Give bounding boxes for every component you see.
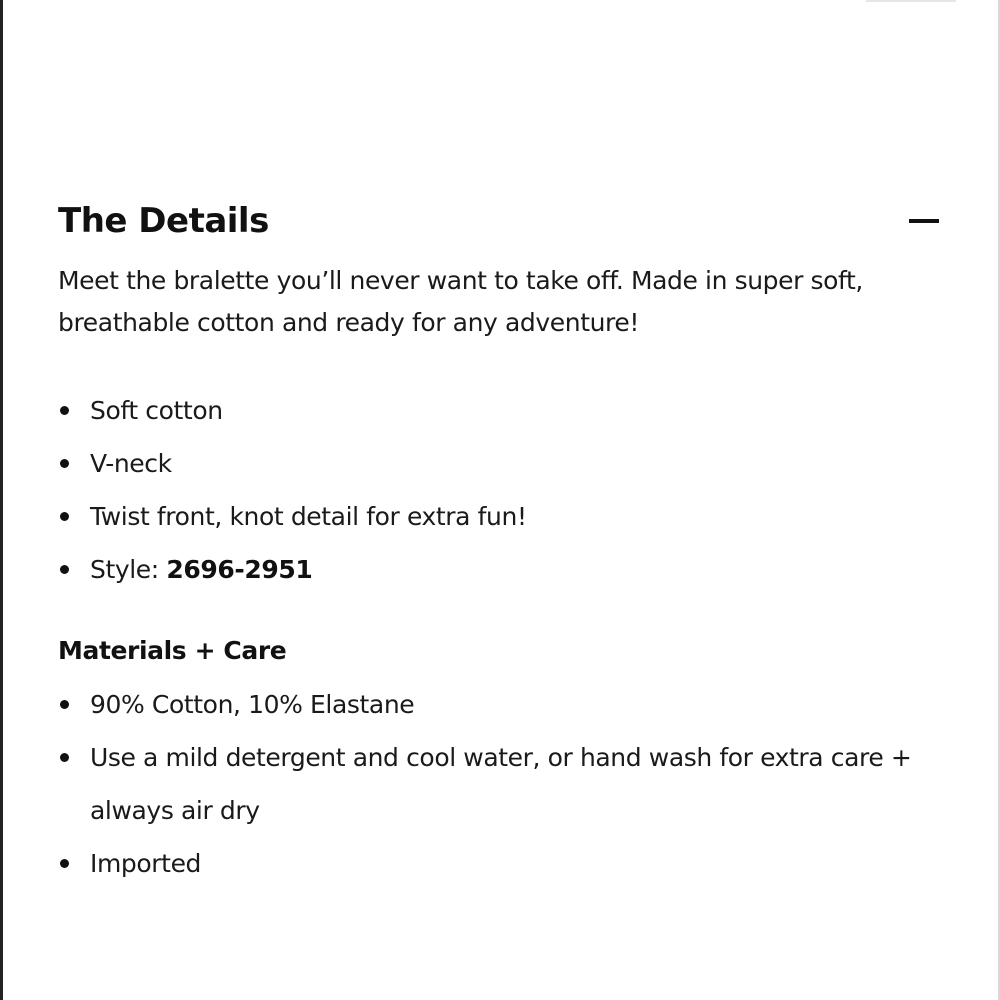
bullet-icon xyxy=(60,459,69,468)
list-item xyxy=(58,437,942,490)
top-divider xyxy=(866,0,956,2)
bullet-icon xyxy=(60,406,69,415)
bullet-icon xyxy=(60,753,69,762)
list-item xyxy=(58,731,942,837)
product-description: Meet the bralette you’ll never want to take off. Made in super soft, breathable cotton and ready for any adventure! xyxy=(58,266,863,337)
feature-text: Twist front, knot detail for extra fun! xyxy=(90,502,527,531)
origin-text: Imported xyxy=(90,849,202,878)
list-item xyxy=(58,490,942,543)
feature-list xyxy=(58,384,942,596)
bullet-icon xyxy=(60,512,69,521)
feature-text: V-neck xyxy=(90,449,172,478)
product-details-panel xyxy=(58,196,942,890)
care-text: Use a mild detergent and cool water, or hand wash for extra care + always air dry xyxy=(90,743,912,825)
minus-icon xyxy=(909,219,939,223)
bullet-icon xyxy=(60,700,69,709)
list-item xyxy=(58,543,942,596)
style-number: 2696-2951 xyxy=(166,555,313,584)
left-border xyxy=(0,0,3,1000)
collapse-toggle-button[interactable] xyxy=(908,205,940,237)
list-item xyxy=(58,837,942,890)
style-label: Style: xyxy=(90,555,159,584)
list-item xyxy=(58,384,942,437)
material-text: 90% Cotton, 10% Elastane xyxy=(90,690,415,719)
bullet-icon xyxy=(60,859,69,868)
details-accordion-header[interactable] xyxy=(58,196,942,246)
bullet-icon xyxy=(60,565,69,574)
details-title: The Details xyxy=(58,201,269,241)
materials-care-title: Materials + Care xyxy=(58,636,287,665)
feature-text: Soft cotton xyxy=(90,396,223,425)
list-item xyxy=(58,678,942,731)
materials-list xyxy=(58,678,942,890)
